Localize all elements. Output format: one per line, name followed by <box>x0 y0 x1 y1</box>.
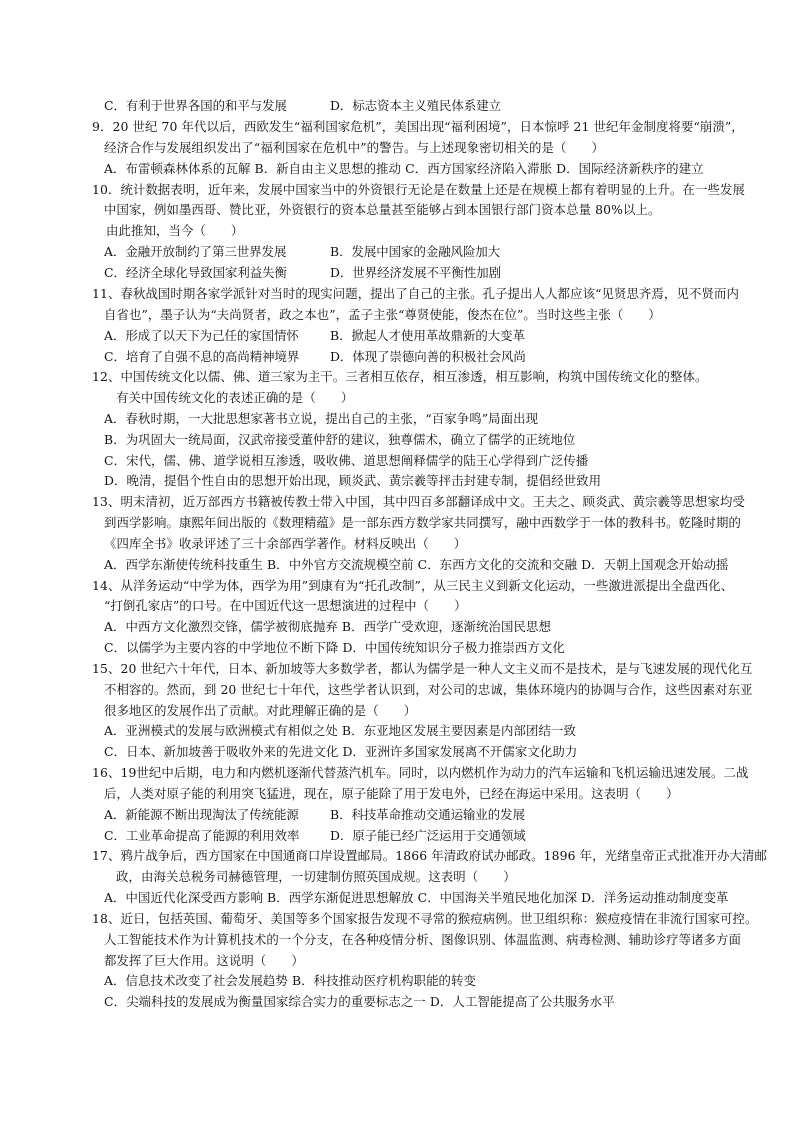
question-13-options: A．西学东渐使传统科技重生 B．中外官方交流规模空前 C．东西方文化的交流和交融 D．天朝上国观念开始动摇 <box>104 557 729 572</box>
question-18-options-row-2: C．尖端科技的发展成为衡量国家综合实力的重要标志之一 D．人工智能提高了公共服务水平 <box>104 994 615 1009</box>
option-c: C．有利于世界各国的和平与发展 <box>104 98 287 113</box>
option-d: D．标志资本主义殖民体系建立 <box>330 98 502 113</box>
question-15-options-row-2: C．日本、新加坡善于吸收外来的先进文化 D．亚洲许多国家发展离不开儒家文化助力 <box>104 744 578 759</box>
question-18-stem-line-2: 人工智能技术作为计算机技术的一个分支，在各种疫情分析、图像识别、体温监测、病毒检测、辅助诊疗等诸多方面 <box>104 932 742 947</box>
question-17-options: A．中国近代化深受西方影响 B．西学东渐促进思想解放 C．中国海关半殖民地化加深 D．洋务运动推动制度变革 <box>104 890 729 905</box>
option-d: D．体现了崇德向善的积极社会风尚 <box>330 349 526 364</box>
question-14-options-row-1: A．中西方文化激烈交锋，儒学被彻底抛弃 B．西学广受欢迎，逐渐统治国民思想 <box>104 619 551 634</box>
question-10-stem-line-2: 中国家，例如墨西哥、赞比亚，外资银行的资本总量甚至能够占到本国银行部门资本总量 80%以上。 <box>104 202 661 217</box>
question-12-stem-line-1: 12、中国传统文化以儒、佛、道三家为主干。三者相互依存，相互渗透，相互影响，构筑中国传统文化的整体。 <box>92 369 708 384</box>
question-14-options-row-2: C．以儒学为主要内容的中学地位不断下降 D．中国传统知识分子极力推崇西方文化 <box>104 640 565 655</box>
question-14-stem-line-2: “打倒孔家店”的口号。在中国近代这一思想演进的过程中（ ） <box>104 598 467 613</box>
question-9-stem-line-2: 经济合作与发展组织发出了“福利国家在危机中”的警告。与上述现象密切相关的是（ ） <box>104 140 605 155</box>
option-b: B．发展中国家的金融风险加大 <box>330 244 501 259</box>
question-18-stem-line-1: 18、近日，包括英国、葡萄牙、美国等多个国家报告发现不寻常的猴痘病例。世卫组织称：猴痘疫情在非流行国家可控。 <box>92 911 758 926</box>
question-10-stem-line-1: 10．统计数据表明，近年来，发展中国家当中的外资银行无论是在数量上还是在规模上都有着明显的上升。在一些发展 <box>92 182 745 197</box>
option-b: B．掀起人才使用革故鼎新的大变革 <box>330 328 525 343</box>
question-16-stem-line-2: 后，人类对原子能的利用突飞猛进，现在，原子能除了用于发电外，已经在海运中采用。这表明（ ） <box>104 786 679 801</box>
question-15-stem-line-3: 很多地区的发展作出了贡献。对此理解正确的是（ ） <box>104 703 417 718</box>
question-15-stem-line-2: 不相容的。然而，到 20 世纪七十年代，这些学者认识到，对公司的忠诚，集体环境内的协调与合作，这些因素对东亚 <box>104 682 753 697</box>
question-9-stem-line-1: 9．20 世纪 70 年代以后，西欧发生“福利国家危机”，美国出现“福利困境”，日本惊呼 21 世纪年金制度将要“崩溃”， <box>92 119 744 134</box>
option-c: C．工业革命提高了能源的利用效率 <box>104 828 300 843</box>
option-c: C．培育了自强不息的高尚精神境界 <box>104 349 300 364</box>
question-12-option-d: D．晚清，提倡个性自由的思想开始出现，顾炎武、黄宗羲等抨击封建专制，提倡经世致用 <box>104 473 602 488</box>
question-18-stem-line-3: 都发挥了巨大作用。这说明（ ） <box>104 953 304 968</box>
question-14-stem-line-1: 14、从洋务运动“中学为体，西学为用”到康有为“托孔改制”，从三民主义到新文化运动，一些激进派提出全盘西化、 <box>92 578 734 593</box>
option-d: D．世界经济发展不平衡性加剧 <box>330 265 502 280</box>
question-11-stem-line-1: 11、春秋战国时期各家学派针对当时的现实问题，提出了自己的主张。孔子提出人人都应该“见贤思齐焉，见不贤而内 <box>92 286 739 301</box>
option-d: D．原子能已经广泛运用于交通领域 <box>330 828 526 843</box>
option-c: C．经济全球化导致国家利益失衡 <box>104 265 287 280</box>
question-12-stem-line-2: 有关中国传统文化的表述正确的是（ ） <box>116 390 354 405</box>
question-12-option-b: B．为巩固大一统局面，汉武帝接受董仲舒的建议，独尊儒术，确立了儒学的正统地位 <box>104 432 576 447</box>
option-a: A．形成了以天下为己任的家国情怀 <box>104 328 299 343</box>
question-9-options: A．布雷顿森林体系的瓦解 B．新自由主义思想的推动 C．西方国家经济陷入滞胀 D．国际经济新秩序的建立 <box>104 161 704 176</box>
question-13-stem-line-2: 到西学影响。康熙年间出版的《数理精蕴》是一部东西方数学家共同撰写，融中西数学于一体的教科书。乾隆时期的 <box>104 515 742 530</box>
option-a: A．新能源不断出现淘汰了传统能源 <box>104 807 299 822</box>
question-10-stem-line-3: 由此推知，当今（ ） <box>106 223 244 238</box>
question-17-stem-line-1: 17、鸦片战争后，西方国家在中国通商口岸设置邮局。1866 年清政府试办邮政。1896 年，光绪皇帝正式批准开办大清邮 <box>92 848 767 863</box>
question-13-stem-line-3: 《四库全书》收录评述了三十余部西学著作。材料反映出（ ） <box>104 536 467 551</box>
option-b: B．科技革命推动交通运输业的发展 <box>330 807 525 822</box>
question-17-stem-line-2: 政，由海关总税务司赫德管理，一切建制仿照英国成规。这表明（ ） <box>116 869 516 884</box>
question-15-options-row-1: A．亚洲模式的发展与欧洲模式有相似之处 B．东亚地区发展主要因素是内部团结一致 <box>104 723 576 738</box>
option-a: A．金融开放制约了第三世界发展 <box>104 244 287 259</box>
question-16-stem-line-1: 16、19世纪中后期，电力和内燃机逐渐代替蒸汽机车。同时，以内燃机作为动力的汽车运输和飞机运输迅速发展。二战 <box>92 765 749 780</box>
question-12-option-c: C．宋代，儒、佛、道学说相互渗透，吸收佛、道思想阐释儒学的陆王心学得到广泛传播 <box>104 453 589 468</box>
question-18-options-row-1: A．信息技术改变了社会发展趋势 B．科技推动医疗机构职能的转变 <box>104 973 477 988</box>
question-11-stem-line-2: 自省也”，墨子认为“夫尚贤者，政之本也”，孟子主张“尊贤使能，俊杰在位”。当时这些主张（ ） <box>104 307 661 322</box>
question-15-stem-line-1: 15、20 世纪六十年代，日本、新加坡等大多数学者，都认为儒学是一种人文主义而不是技术，是与飞速发展的现代化互 <box>92 661 753 676</box>
question-13-stem-line-1: 13、明末清初，近万部西方书籍被传教士带入中国，其中四百多部翻译成中文。王夫之、顾炎武、黄宗羲等思想家均受 <box>92 494 745 509</box>
question-12-option-a: A．春秋时期，一大批思想家著书立说，提出自己的主张，“百家争鸣”局面出现 <box>104 411 539 426</box>
